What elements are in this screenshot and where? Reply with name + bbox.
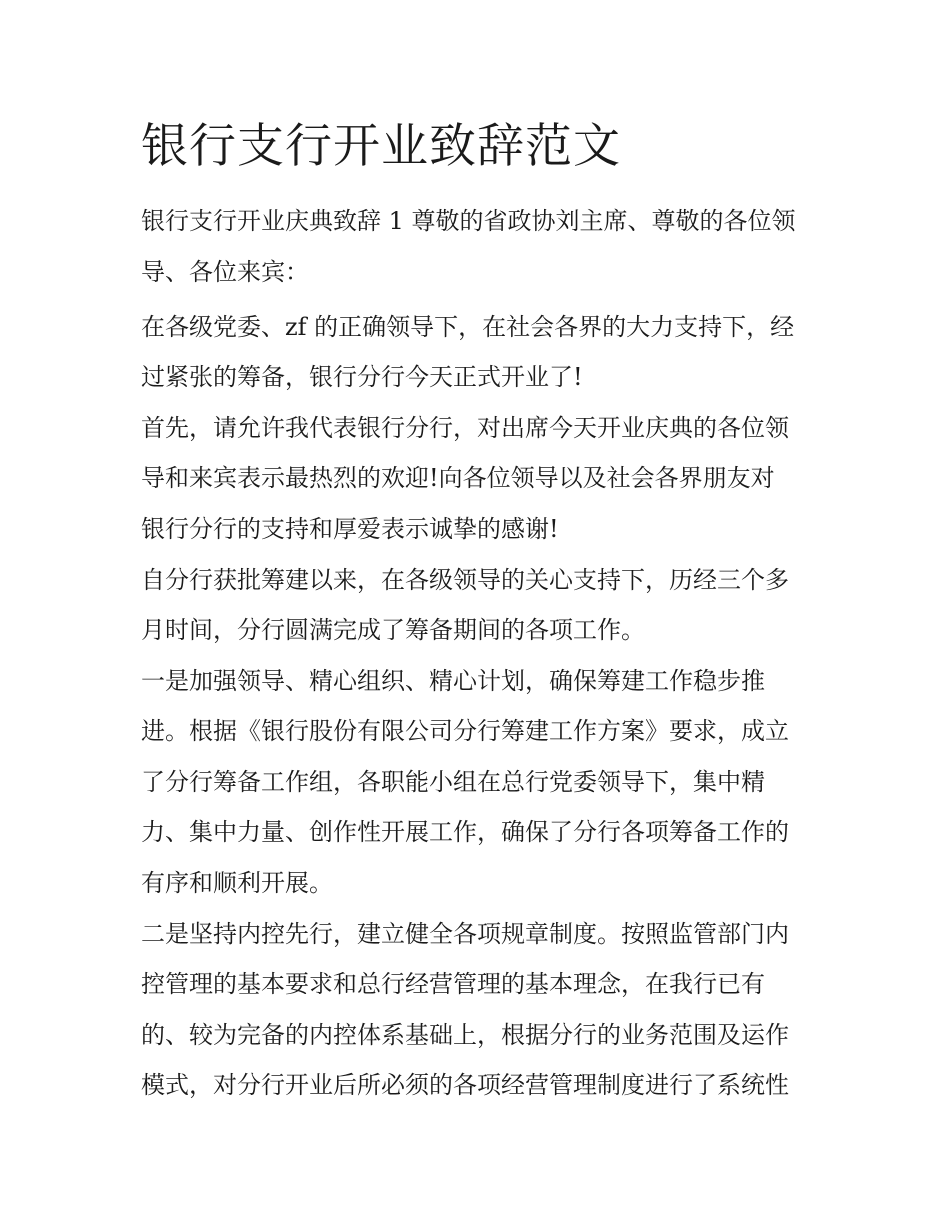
- text-line: 导、各位来宾：: [141, 258, 309, 286]
- text-line: 过紧张的筹备，银行分行今天正式开业了!: [141, 363, 583, 391]
- text-line: 二是坚持内控先行，建立健全各项规章制度。按照监管部门内: [141, 920, 789, 948]
- document-title: 银行支行开业致辞范文: [141, 119, 621, 174]
- text-line: 自分行获批筹建以来，在各级领导的关心支持下，历经三个多: [141, 566, 789, 594]
- text-line: 模式，对分行开业后所必须的各项经营管理制度进行了系统性: [141, 1071, 789, 1099]
- text-line: 了分行筹备工作组，各职能小组在总行党委领导下，集中精: [141, 768, 765, 796]
- text-line: 的、较为完备的内控体系基础上，根据分行的业务范围及运作: [141, 1021, 789, 1049]
- text-line: 月时间，分行圆满完成了筹备期间的各项工作。: [141, 616, 645, 644]
- text-line: 力、集中力量、创作性开展工作，确保了分行各项筹备工作的: [141, 818, 789, 846]
- text-line: 控管理的基本要求和总行经营管理的基本理念，在我行已有: [141, 970, 765, 998]
- text-line: 有序和顺利开展。: [141, 869, 333, 897]
- text-line: 银行分行的支持和厚爱表示诚挚的感谢!: [141, 515, 559, 543]
- text-line: 进。根据《银行股份有限公司分行筹建工作方案》要求，成立: [141, 717, 789, 745]
- text-line: 银行支行开业庆典致辞 1 尊敬的省政协刘主席、尊敬的各位领: [141, 207, 796, 235]
- text-line: 一是加强领导、精心组织、精心计划，确保筹建工作稳步推: [141, 667, 765, 695]
- text-line: 首先，请允许我代表银行分行，对出席今天开业庆典的各位领: [141, 414, 789, 442]
- text-line: 在各级党委、zf 的正确领导下，在社会各界的大力支持下，经: [141, 313, 795, 341]
- text-line: 导和来宾表示最热烈的欢迎!向各位领导以及社会各界朋友对: [141, 464, 775, 492]
